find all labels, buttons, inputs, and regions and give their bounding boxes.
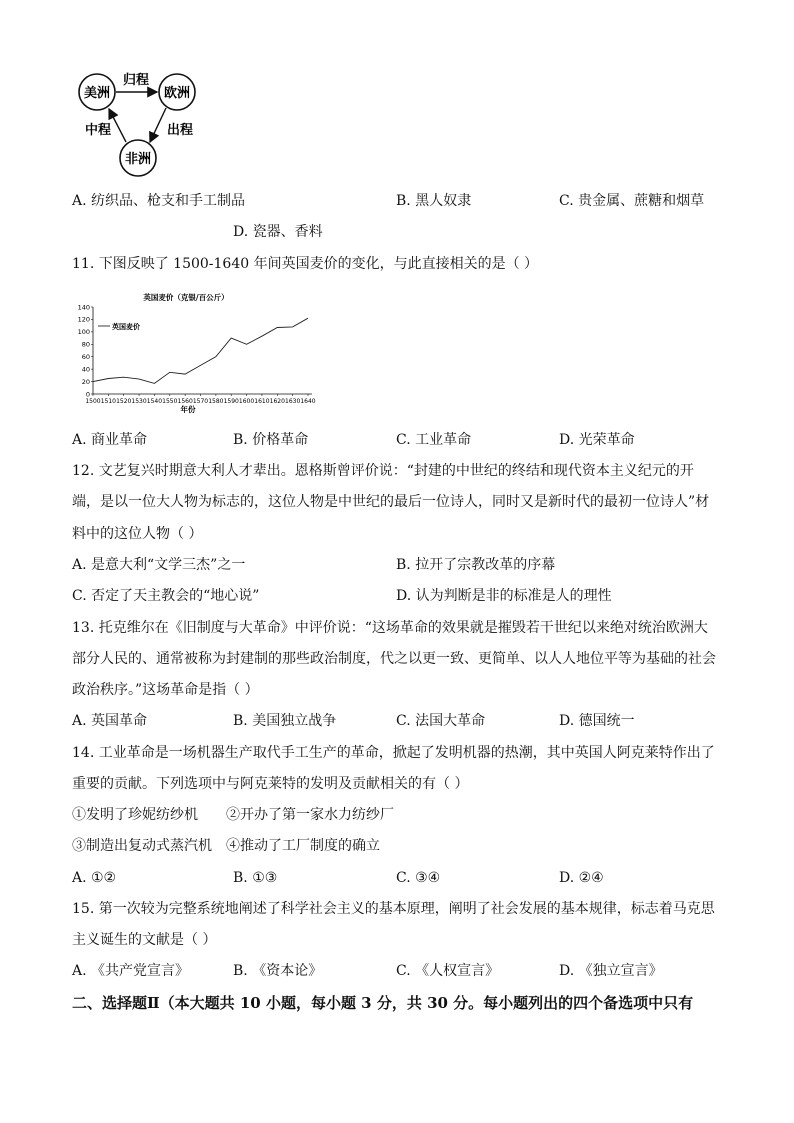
y-tick-label: 80 bbox=[81, 340, 90, 349]
y-tick-label: 0 bbox=[85, 390, 90, 399]
q15-stem-line1: 15. 第一次较为完整系统地阐述了科学社会主义的基本原理，阐明了社会发展的基本规律，标志着马克思 bbox=[72, 901, 715, 917]
x-tick-label: 1580 bbox=[208, 398, 224, 405]
x-tick-label: 1560 bbox=[177, 398, 193, 405]
q13-option-d: D. 德国统一 bbox=[559, 713, 635, 729]
y-tick-label: 140 bbox=[77, 303, 90, 312]
q14-stem-line1: 14. 工业革命是一场机器生产取代手工生产的革命，掀起了发明机器的热潮，其中英国人阿克莱特作出了 bbox=[72, 745, 715, 761]
x-tick-label: 1620 bbox=[269, 398, 285, 405]
x-tick-label: 1550 bbox=[162, 398, 178, 405]
q10-option-b: B. 黑人奴隶 bbox=[396, 193, 472, 209]
q14-item-3: ③制造出复动式蒸汽机 bbox=[72, 838, 212, 854]
q14-stem-line2: 重要的贡献。下列选项中与阿克莱特的发明及贡献相关的有（ ） bbox=[72, 776, 469, 792]
q11-stem: 11. 下图反映了 1500-1640 年间英国麦价的变化，与此直接相关的是（ ） bbox=[72, 256, 539, 272]
x-axis bbox=[85, 394, 315, 405]
legend-label: 英国麦价 bbox=[112, 323, 140, 331]
q14-option-d: D. ②④ bbox=[559, 870, 604, 886]
q15-option-a: A. 《共产党宣言》 bbox=[72, 963, 190, 979]
americas-label: 美洲 bbox=[83, 86, 111, 101]
q15-option-d: D. 《独立宣言》 bbox=[559, 963, 663, 979]
q12-stem-line2: 端，是以一位大人物为标志的，这位人物是中世纪的最后一位诗人，同时又是新时代的最初一位诗人”材 bbox=[72, 494, 710, 510]
y-tick-label: 60 bbox=[81, 353, 90, 362]
q11-option-c: C. 工业革命 bbox=[396, 432, 472, 448]
x-tick-label: 1590 bbox=[223, 398, 239, 405]
q11-option-a: A. 商业革命 bbox=[72, 432, 148, 448]
triangle-trade-diagram bbox=[76, 68, 206, 180]
y-tick-label: 20 bbox=[81, 377, 90, 386]
chart-legend bbox=[98, 322, 140, 331]
q14-option-a: A. ①② bbox=[72, 870, 117, 886]
middle-label: 中程 bbox=[84, 123, 112, 138]
q14-item-4: ④推动了工厂制度的确立 bbox=[226, 838, 380, 854]
q10-option-c: C. 贵金属、蔗糖和烟草 bbox=[559, 193, 705, 209]
x-axis-label: 年份 bbox=[180, 405, 196, 414]
q12-stem-line3: 料中的这位人物（ ） bbox=[72, 526, 203, 542]
x-tick-label: 1510 bbox=[100, 398, 116, 405]
outbound-arrow bbox=[150, 108, 166, 142]
y-tick-label: 120 bbox=[77, 315, 90, 324]
outbound-label: 出程 bbox=[166, 123, 194, 138]
q12-stem-line1: 12. 文艺复兴时期意大利人才辈出。恩格斯曾评价说：“封建的中世纪的终结和现代资本主义纪元的开 bbox=[72, 463, 694, 479]
q14-item-1: ①发明了珍妮纺纱机 bbox=[72, 807, 198, 823]
chart-title: 英国麦价（克银/百公斤） bbox=[143, 293, 229, 302]
x-tick-label: 1640 bbox=[300, 398, 316, 405]
q14-option-c: C. ③④ bbox=[396, 870, 441, 886]
return-label: 归程 bbox=[122, 73, 150, 88]
q12-option-a: A. 是意大利“文学三杰”之一 bbox=[72, 557, 246, 573]
q11-option-d: D. 光荣革命 bbox=[559, 432, 635, 448]
section-2-heading: 二、选择题Ⅱ（本大题共 10 小题，每小题 3 分，共 30 分。每小题列出的四个备选项中只有 bbox=[72, 994, 694, 1012]
x-tick-label: 1540 bbox=[146, 398, 163, 405]
middle-arrow bbox=[109, 109, 126, 142]
q13-stem-line1: 13. 托克维尔在《旧制度与大革命》中评价说：“这场革命的效果就是摧毁若干世纪以来绝对统治欧洲大 bbox=[72, 620, 708, 636]
x-tick-label: 1500 bbox=[85, 398, 101, 405]
q11-option-b: B. 价格革命 bbox=[233, 432, 309, 448]
q15-option-c: C. 《人权宣言》 bbox=[396, 963, 500, 979]
q13-option-c: C. 法国大革命 bbox=[396, 713, 486, 729]
q15-stem-line2: 主义诞生的文献是（ ） bbox=[72, 932, 217, 948]
q14-item-2: ②开办了第一家水力纺纱厂 bbox=[226, 807, 394, 823]
europe-label: 欧洲 bbox=[163, 86, 191, 101]
q13-stem-line3: 政治秩序。”这场革命是指（ ） bbox=[72, 682, 259, 698]
x-tick-label: 1610 bbox=[254, 398, 270, 405]
x-tick-label: 1630 bbox=[285, 398, 301, 405]
q10-option-a: A. 纺织品、枪支和手工制品 bbox=[72, 193, 246, 209]
q12-option-c: C. 否定了天主教会的“地心说” bbox=[72, 588, 260, 604]
africa-label: 非洲 bbox=[124, 152, 152, 167]
q14-option-b: B. ①③ bbox=[233, 870, 278, 886]
q10-option-d: D. 瓷器、香料 bbox=[233, 224, 323, 240]
q12-option-b: B. 拉开了宗教改革的序幕 bbox=[396, 557, 556, 573]
x-tick-label: 1570 bbox=[192, 398, 209, 405]
q13-option-b: B. 美国独立战争 bbox=[233, 713, 337, 729]
wheat-price-chart bbox=[72, 290, 317, 415]
q15-option-b: B. 《资本论》 bbox=[233, 963, 323, 979]
y-axis bbox=[78, 303, 93, 398]
q13-option-a: A. 英国革命 bbox=[72, 713, 148, 729]
q12-option-d: D. 认为判断是非的标准是人的理性 bbox=[396, 588, 612, 604]
x-tick-label: 1520 bbox=[116, 398, 132, 405]
y-tick-label: 40 bbox=[81, 365, 90, 374]
y-tick-label: 100 bbox=[77, 328, 90, 337]
q13-stem-line2: 部分人民的、通常被称为封建制的那些政治制度，代之以更一致、更简单、以人人地位平等为基础的社会 bbox=[72, 651, 716, 667]
x-tick-label: 1530 bbox=[131, 398, 147, 405]
x-tick-label: 1600 bbox=[238, 398, 255, 405]
